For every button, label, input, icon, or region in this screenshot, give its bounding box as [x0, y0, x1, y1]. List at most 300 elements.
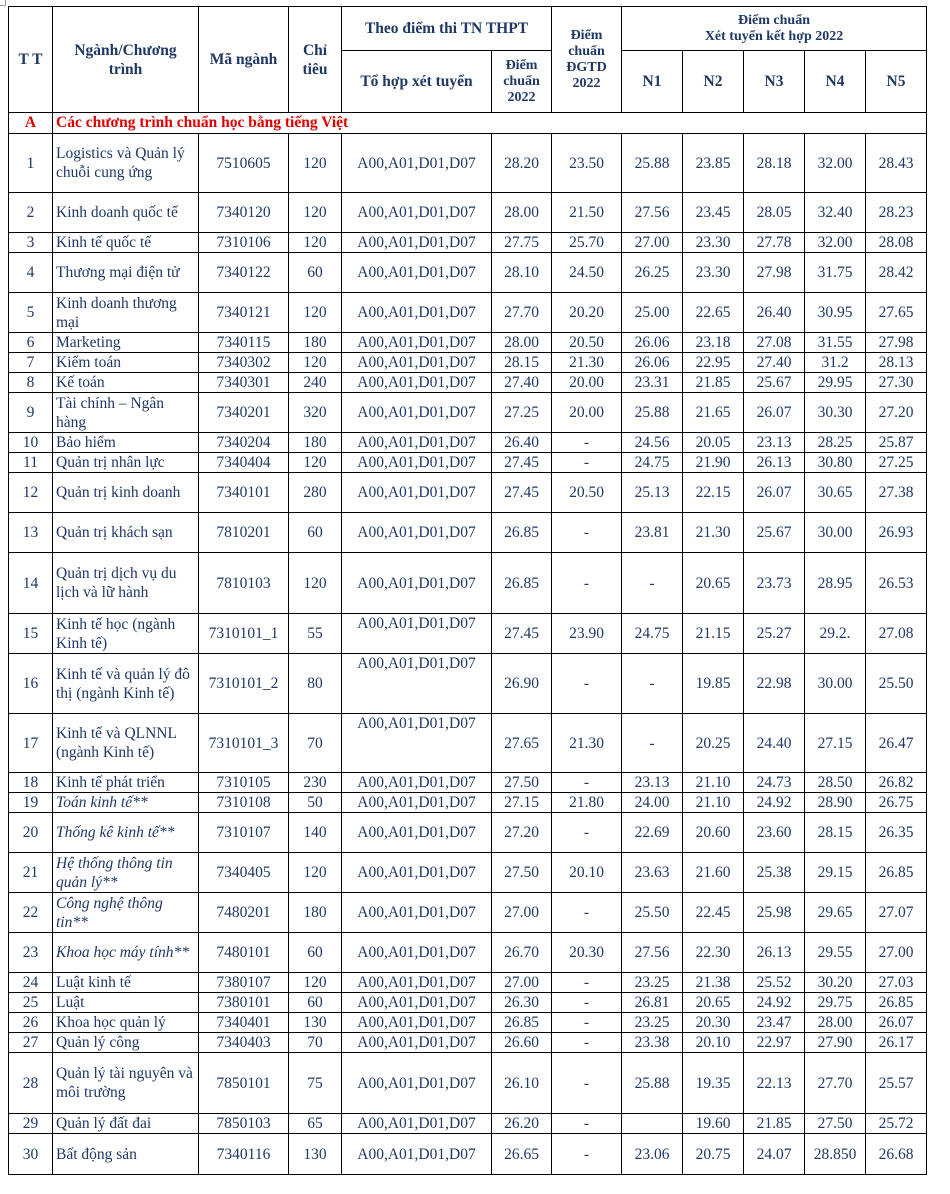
cell-dgtd: - [552, 1053, 622, 1114]
table-row [9, 253, 927, 293]
cell-n4: 28.50 [805, 773, 866, 793]
cell-tt: 21 [9, 853, 53, 893]
cell-combo: A00,A01,D01,D07 [342, 193, 492, 233]
cell-n2: 21.90 [683, 453, 744, 473]
cell-name: Kinh doanh quốc tế [53, 193, 199, 233]
cell-tt: 28 [9, 1053, 53, 1114]
cell-tt: 27 [9, 1033, 53, 1053]
cell-n1: 24.00 [622, 793, 683, 813]
cell-code: 7340405 [199, 853, 289, 893]
header-n3: N3 [744, 51, 805, 113]
cell-n5: 26.82 [866, 773, 927, 793]
cell-n3: 25.27 [744, 614, 805, 654]
page-corner-marker [0, 0, 6, 6]
cell-n1: - [622, 654, 683, 714]
cell-code: 7340115 [199, 333, 289, 353]
cell-code: 7340401 [199, 1013, 289, 1033]
cell-name: Toán kinh tế** [53, 793, 199, 813]
cell-n4: 31.75 [805, 253, 866, 293]
cell-score: 28.00 [492, 193, 552, 233]
table-row [9, 353, 927, 373]
cell-code: 7340101 [199, 473, 289, 513]
cell-dgtd: - [552, 553, 622, 614]
cell-n2: 21.30 [683, 513, 744, 553]
cell-n4: 28.95 [805, 553, 866, 614]
cell-dgtd: - [552, 1033, 622, 1053]
cell-code: 7480101 [199, 933, 289, 973]
cell-n5: 26.85 [866, 853, 927, 893]
table-row [9, 813, 927, 853]
cell-n3: 23.73 [744, 553, 805, 614]
cell-n2: 23.45 [683, 193, 744, 233]
cell-quota: 60 [289, 513, 342, 553]
cell-score: 27.00 [492, 893, 552, 933]
cell-n1: 27.56 [622, 933, 683, 973]
admission-table-container [8, 6, 926, 1175]
cell-code: 7340403 [199, 1033, 289, 1053]
cell-code: 7340201 [199, 393, 289, 433]
cell-quota: 120 [289, 853, 342, 893]
cell-quota: 140 [289, 813, 342, 853]
cell-tt: 1 [9, 134, 53, 193]
cell-n5: 26.85 [866, 993, 927, 1013]
cell-quota: 130 [289, 1134, 342, 1175]
cell-n4: 30.95 [805, 293, 866, 333]
cell-n2: 21.38 [683, 973, 744, 993]
cell-dgtd: 20.00 [552, 373, 622, 393]
cell-quota: 240 [289, 373, 342, 393]
cell-n3: 24.92 [744, 793, 805, 813]
cell-n2: 20.30 [683, 1013, 744, 1033]
cell-n2: 20.65 [683, 553, 744, 614]
cell-score: 28.20 [492, 134, 552, 193]
cell-quota: 120 [289, 134, 342, 193]
cell-quota: 55 [289, 614, 342, 654]
table-row [9, 1134, 927, 1175]
cell-n3: 25.67 [744, 373, 805, 393]
cell-n3: 25.52 [744, 973, 805, 993]
cell-combo: A00,A01,D01,D07 [342, 293, 492, 333]
cell-name: Bất động sản [53, 1134, 199, 1175]
cell-n1: 27.56 [622, 193, 683, 233]
table-row [9, 1013, 927, 1033]
cell-dgtd: 21.80 [552, 793, 622, 813]
cell-combo: A00,A01,D01,D07 [342, 253, 492, 293]
cell-score: 28.00 [492, 333, 552, 353]
cell-dgtd: 20.20 [552, 293, 622, 333]
cell-code: 7850103 [199, 1114, 289, 1134]
cell-n2: 22.30 [683, 933, 744, 973]
cell-n1: 25.88 [622, 1053, 683, 1114]
cell-n4: 29.95 [805, 373, 866, 393]
cell-score: 28.15 [492, 353, 552, 373]
cell-dgtd: 20.00 [552, 393, 622, 433]
cell-n5: 25.72 [866, 1114, 927, 1134]
table-row [9, 513, 927, 553]
cell-n3: 25.38 [744, 853, 805, 893]
cell-n3: 24.92 [744, 993, 805, 1013]
table-row [9, 793, 927, 813]
cell-n2: 20.10 [683, 1033, 744, 1053]
cell-n1: 22.69 [622, 813, 683, 853]
cell-n2: 20.60 [683, 813, 744, 853]
cell-n1: 23.25 [622, 1013, 683, 1033]
cell-n2: 23.30 [683, 253, 744, 293]
category-letter: A [9, 113, 53, 134]
cell-combo: A00,A01,D01,D07 [342, 1013, 492, 1033]
cell-score: 26.30 [492, 993, 552, 1013]
cell-n3: 27.40 [744, 353, 805, 373]
cell-n3: 23.60 [744, 813, 805, 853]
cell-score: 26.90 [492, 654, 552, 714]
cell-combo: A00,A01,D01,D07 [342, 433, 492, 453]
cell-n4: 31.2 [805, 353, 866, 373]
cell-n2: 23.18 [683, 333, 744, 353]
cell-name: Kiểm toán [53, 353, 199, 373]
cell-n4: 30.20 [805, 973, 866, 993]
cell-name: Khoa học máy tính** [53, 933, 199, 973]
cell-n2: 21.10 [683, 773, 744, 793]
cell-name: Quản trị nhân lực [53, 453, 199, 473]
cell-tt: 2 [9, 193, 53, 233]
cell-code: 7340122 [199, 253, 289, 293]
cell-dgtd: - [552, 773, 622, 793]
cell-n2: 21.10 [683, 793, 744, 813]
cell-n2: 22.15 [683, 473, 744, 513]
cell-n3: 22.97 [744, 1033, 805, 1053]
cell-code: 7310101_1 [199, 614, 289, 654]
cell-quota: 120 [289, 353, 342, 373]
cell-n4: 27.15 [805, 714, 866, 773]
cell-combo: A00,A01,D01,D07 [342, 453, 492, 473]
cell-dgtd: 21.30 [552, 353, 622, 373]
cell-n1: 23.25 [622, 973, 683, 993]
cell-n3: 21.85 [744, 1114, 805, 1134]
cell-quota: 60 [289, 253, 342, 293]
cell-n3: 28.05 [744, 193, 805, 233]
cell-n2: 21.60 [683, 853, 744, 893]
cell-dgtd: 24.50 [552, 253, 622, 293]
cell-quota: 60 [289, 933, 342, 973]
cell-n4: 27.70 [805, 1053, 866, 1114]
cell-tt: 13 [9, 513, 53, 553]
cell-combo: A00,A01,D01,D07 [342, 1134, 492, 1175]
cell-n5: 28.42 [866, 253, 927, 293]
cell-n5: 25.57 [866, 1053, 927, 1114]
cell-tt: 4 [9, 253, 53, 293]
table-row [9, 293, 927, 333]
cell-name: Luật kinh tế [53, 973, 199, 993]
cell-score: 26.40 [492, 433, 552, 453]
cell-score: 27.45 [492, 614, 552, 654]
cell-combo: A00,A01,D01,D07 [342, 813, 492, 853]
header-quota: Chỉ tiêu [289, 7, 342, 113]
cell-score: 26.20 [492, 1114, 552, 1134]
cell-quota: 60 [289, 993, 342, 1013]
cell-name: Kinh tế học (ngành Kinh tế) [53, 614, 199, 654]
cell-code: 7340204 [199, 433, 289, 453]
cell-n5: 27.25 [866, 453, 927, 473]
cell-n1: 24.75 [622, 453, 683, 473]
cell-quota: 80 [289, 654, 342, 714]
cell-n4: 29.55 [805, 933, 866, 973]
cell-combo: A00,A01,D01,D07 [342, 933, 492, 973]
cell-dgtd: 25.70 [552, 233, 622, 253]
cell-code: 7310108 [199, 793, 289, 813]
cell-n3: 24.73 [744, 773, 805, 793]
table-row [9, 893, 927, 933]
cell-n1: 25.88 [622, 134, 683, 193]
cell-quota: 180 [289, 893, 342, 933]
cell-dgtd: - [552, 1013, 622, 1033]
cell-n3: 27.08 [744, 333, 805, 353]
cell-combo: A00,A01,D01,D07 [342, 333, 492, 353]
cell-n1: 23.38 [622, 1033, 683, 1053]
cell-n1: 26.06 [622, 353, 683, 373]
cell-dgtd: - [552, 513, 622, 553]
cell-quota: 120 [289, 293, 342, 333]
cell-combo: A00,A01,D01,D07 [342, 473, 492, 513]
cell-n2: 21.65 [683, 393, 744, 433]
table-row [9, 473, 927, 513]
header-dgtd: Điểm chuẩn ĐGTD 2022 [552, 7, 622, 113]
cell-n5: 26.17 [866, 1033, 927, 1053]
header-n5: N5 [866, 51, 927, 113]
cell-score: 26.85 [492, 513, 552, 553]
cell-n4: 31.55 [805, 333, 866, 353]
cell-n3: 23.47 [744, 1013, 805, 1033]
cell-score: 27.25 [492, 393, 552, 433]
category-row [9, 113, 927, 134]
cell-dgtd: 20.10 [552, 853, 622, 893]
cell-n4: 28.25 [805, 433, 866, 453]
cell-n5: 27.07 [866, 893, 927, 933]
cell-quota: 130 [289, 1013, 342, 1033]
cell-combo: A00,A01,D01,D07 [342, 893, 492, 933]
cell-n1: 23.31 [622, 373, 683, 393]
cell-tt: 6 [9, 333, 53, 353]
table-row [9, 134, 927, 193]
cell-code: 7340301 [199, 373, 289, 393]
cell-dgtd: - [552, 1114, 622, 1134]
cell-score: 27.65 [492, 714, 552, 773]
cell-n5: 28.13 [866, 353, 927, 373]
cell-combo: A00,A01,D01,D07 [342, 853, 492, 893]
cell-n4: 28.00 [805, 1013, 866, 1033]
cell-n2: 19.60 [683, 1114, 744, 1134]
cell-score: 27.70 [492, 293, 552, 333]
cell-tt: 12 [9, 473, 53, 513]
cell-n2: 19.85 [683, 654, 744, 714]
cell-n5: 27.08 [866, 614, 927, 654]
cell-n3: 24.07 [744, 1134, 805, 1175]
cell-n5: 26.47 [866, 714, 927, 773]
cell-name: Kế toán [53, 373, 199, 393]
cell-name: Quản trị kinh doanh [53, 473, 199, 513]
cell-dgtd: - [552, 1134, 622, 1175]
cell-n5: 25.50 [866, 654, 927, 714]
cell-score: 27.50 [492, 853, 552, 893]
cell-combo: A00,A01,D01,D07 [342, 714, 492, 773]
category-title: Các chương trình chuẩn học bằng tiếng Việt [53, 113, 927, 134]
cell-dgtd: - [552, 813, 622, 853]
admission-scores-table [8, 6, 927, 1175]
cell-code: 7340116 [199, 1134, 289, 1175]
cell-code: 7310105 [199, 773, 289, 793]
cell-n5: 26.35 [866, 813, 927, 853]
cell-tt: 30 [9, 1134, 53, 1175]
cell-quota: 180 [289, 333, 342, 353]
cell-tt: 9 [9, 393, 53, 433]
cell-n5: 27.30 [866, 373, 927, 393]
cell-quota: 50 [289, 793, 342, 813]
cell-combo: A00,A01,D01,D07 [342, 973, 492, 993]
cell-tt: 3 [9, 233, 53, 253]
cell-n4: 28.15 [805, 813, 866, 853]
cell-n2: 21.15 [683, 614, 744, 654]
header-score2022: Điểm chuẩn 2022 [492, 51, 552, 113]
table-row [9, 973, 927, 993]
cell-quota: 70 [289, 1033, 342, 1053]
cell-tt: 20 [9, 813, 53, 853]
cell-n5: 28.23 [866, 193, 927, 233]
cell-n3: 22.13 [744, 1053, 805, 1114]
table-row [9, 1053, 927, 1114]
header-tt: T T [9, 7, 53, 113]
table-row [9, 373, 927, 393]
cell-tt: 18 [9, 773, 53, 793]
cell-code: 7310107 [199, 813, 289, 853]
cell-n4: 32.40 [805, 193, 866, 233]
cell-combo: A00,A01,D01,D07 [342, 353, 492, 373]
cell-n3: 27.78 [744, 233, 805, 253]
cell-n3: 26.40 [744, 293, 805, 333]
cell-n1: 25.00 [622, 293, 683, 333]
cell-n3: 25.98 [744, 893, 805, 933]
cell-n1: - [622, 714, 683, 773]
cell-quota: 320 [289, 393, 342, 433]
cell-n2: 20.75 [683, 1134, 744, 1175]
cell-name: Khoa học quản lý [53, 1013, 199, 1033]
table-row [9, 1033, 927, 1053]
cell-name: Quản trị dịch vụ du lịch và lữ hành [53, 553, 199, 614]
cell-tt: 7 [9, 353, 53, 373]
cell-quota: 120 [289, 453, 342, 473]
cell-code: 7310101_2 [199, 654, 289, 714]
cell-code: 7340302 [199, 353, 289, 373]
cell-dgtd: 23.90 [552, 614, 622, 654]
cell-n5: 27.00 [866, 933, 927, 973]
cell-n2: 22.45 [683, 893, 744, 933]
cell-n5: 28.08 [866, 233, 927, 253]
cell-score: 27.20 [492, 813, 552, 853]
cell-score: 27.40 [492, 373, 552, 393]
cell-score: 26.60 [492, 1033, 552, 1053]
cell-dgtd: - [552, 433, 622, 453]
cell-n1: 25.50 [622, 893, 683, 933]
cell-quota: 230 [289, 773, 342, 793]
cell-n1: 26.25 [622, 253, 683, 293]
cell-n2: 19.35 [683, 1053, 744, 1114]
cell-n3: 22.98 [744, 654, 805, 714]
cell-tt: 17 [9, 714, 53, 773]
cell-quota: 120 [289, 973, 342, 993]
cell-name: Bảo hiểm [53, 433, 199, 453]
header-n4: N4 [805, 51, 866, 113]
cell-tt: 14 [9, 553, 53, 614]
cell-n4: 28.90 [805, 793, 866, 813]
cell-tt: 8 [9, 373, 53, 393]
cell-combo: A00,A01,D01,D07 [342, 553, 492, 614]
table-body [9, 113, 927, 1175]
cell-n5: 27.98 [866, 333, 927, 353]
cell-combo: A00,A01,D01,D07 [342, 993, 492, 1013]
table-row [9, 933, 927, 973]
cell-n3: 25.67 [744, 513, 805, 553]
cell-n5: 25.87 [866, 433, 927, 453]
header-n1: N1 [622, 51, 683, 113]
cell-code: 7380107 [199, 973, 289, 993]
cell-n2: 20.25 [683, 714, 744, 773]
cell-n4: 29.65 [805, 893, 866, 933]
cell-n4: 29.75 [805, 993, 866, 1013]
cell-tt: 26 [9, 1013, 53, 1033]
cell-dgtd: - [552, 453, 622, 473]
cell-score: 26.65 [492, 1134, 552, 1175]
cell-n4: 27.90 [805, 1033, 866, 1053]
cell-code: 7340120 [199, 193, 289, 233]
cell-name: Hệ thống thông tin quản lý** [53, 853, 199, 893]
cell-code: 7340121 [199, 293, 289, 333]
cell-n5: 27.03 [866, 973, 927, 993]
cell-combo: A00,A01,D01,D07 [342, 1114, 492, 1134]
cell-n3: 26.13 [744, 933, 805, 973]
cell-n2: 23.85 [683, 134, 744, 193]
cell-n4: 30.00 [805, 513, 866, 553]
cell-n3: 28.18 [744, 134, 805, 193]
cell-name: Kinh tế và quản lý đô thị (ngành Kinh tế) [53, 654, 199, 714]
cell-quota: 280 [289, 473, 342, 513]
cell-tt: 25 [9, 993, 53, 1013]
cell-score: 26.70 [492, 933, 552, 973]
cell-name: Kinh tế và QLNNL (ngành Kinh tế) [53, 714, 199, 773]
cell-n3: 24.40 [744, 714, 805, 773]
cell-score: 26.85 [492, 553, 552, 614]
table-row [9, 193, 927, 233]
cell-combo: A00,A01,D01,D07 [342, 1053, 492, 1114]
cell-n1: 23.13 [622, 773, 683, 793]
cell-name: Quản lý công [53, 1033, 199, 1053]
cell-name: Kinh doanh thương mại [53, 293, 199, 333]
cell-code: 7340404 [199, 453, 289, 473]
cell-n4: 29.15 [805, 853, 866, 893]
cell-n5: 26.68 [866, 1134, 927, 1175]
cell-code: 7310101_3 [199, 714, 289, 773]
cell-score: 28.10 [492, 253, 552, 293]
cell-tt: 10 [9, 433, 53, 453]
header-thpt-group: Theo điểm thi TN THPT [342, 7, 552, 51]
cell-quota: 120 [289, 553, 342, 614]
cell-n1: 23.81 [622, 513, 683, 553]
cell-n5: 27.65 [866, 293, 927, 333]
cell-combo: A00,A01,D01,D07 [342, 373, 492, 393]
cell-n4: 27.50 [805, 1114, 866, 1134]
cell-combo: A00,A01,D01,D07 [342, 1033, 492, 1053]
cell-quota: 70 [289, 714, 342, 773]
cell-n4: 30.30 [805, 393, 866, 433]
table-header [9, 7, 927, 113]
cell-name: Luật [53, 993, 199, 1013]
